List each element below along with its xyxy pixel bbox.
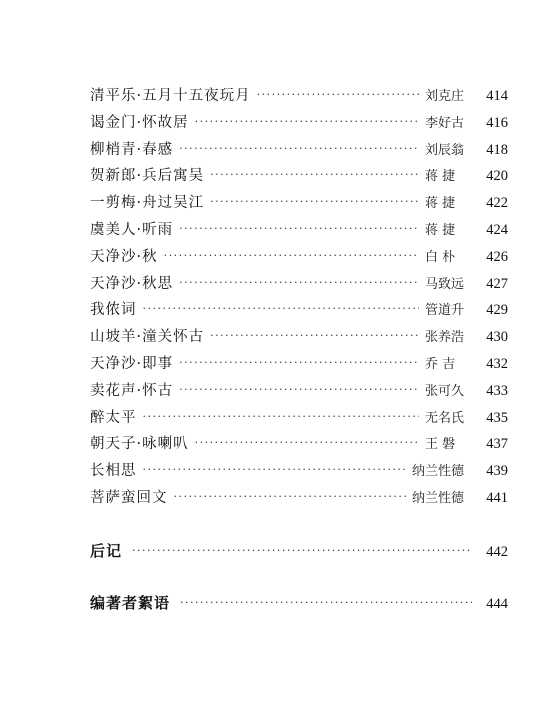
entry-author: 蒋 捷	[425, 222, 456, 238]
leader-dots	[210, 168, 419, 181]
leader-dots	[143, 410, 420, 423]
leader-dots	[210, 329, 419, 342]
entry-author: 白 朴	[425, 249, 456, 265]
entry-title: 清平乐·五月十五夜玩月	[90, 88, 251, 104]
toc-entry[interactable]	[90, 164, 508, 191]
entry-title: 虞美人·听雨	[90, 221, 174, 238]
leader-dots	[132, 544, 472, 557]
leader-dots	[174, 490, 407, 503]
toc-entry[interactable]	[90, 272, 508, 299]
entry-title: 柳梢青·春感	[90, 141, 174, 158]
entry-author: 无名氏	[425, 410, 465, 426]
toc-entry[interactable]	[90, 138, 508, 165]
entry-author: 蒋 捷	[425, 169, 456, 185]
entry-page: 433	[486, 382, 508, 399]
entry-page: 414	[486, 88, 508, 104]
leader-dots	[210, 195, 419, 208]
entry-page: 424	[486, 221, 508, 238]
leader-dots	[180, 596, 472, 609]
toc-list	[90, 84, 508, 513]
leader-dots	[179, 276, 419, 289]
entry-title: 一剪梅·舟过吴江	[90, 195, 205, 212]
leader-dots	[179, 383, 419, 396]
entry-page: 441	[486, 489, 508, 506]
entry-page: 418	[486, 141, 508, 158]
editor-note-title: 编著者絮语	[90, 594, 171, 612]
entry-page: 420	[486, 168, 508, 185]
leader-dots	[143, 302, 420, 315]
afterword-title: 后记	[90, 542, 123, 560]
entry-title: 贺新郎·兵后寓吴	[90, 168, 205, 185]
entry-author: 刘辰翁	[425, 142, 465, 158]
toc-entry-afterword[interactable]	[90, 540, 508, 561]
entry-page: 422	[486, 195, 508, 212]
entry-title: 醉太平	[90, 409, 137, 426]
entry-author: 张养浩	[425, 330, 465, 346]
editor-note-page: 444	[486, 596, 508, 612]
leader-dots	[195, 436, 419, 449]
entry-page: 416	[486, 114, 508, 131]
entry-author: 刘克庄	[425, 89, 465, 104]
toc-entry[interactable]	[90, 379, 508, 406]
entry-author: 乔 吉	[425, 356, 456, 372]
toc-entry[interactable]	[90, 406, 508, 433]
toc-entry[interactable]	[90, 459, 508, 486]
afterword-page: 442	[486, 544, 508, 560]
leader-dots	[195, 115, 419, 128]
leader-dots	[164, 249, 419, 262]
entry-title: 长相思	[90, 463, 137, 480]
entry-title: 卖花声·怀古	[90, 382, 174, 399]
leader-dots	[257, 88, 419, 101]
toc-entry[interactable]	[90, 352, 508, 379]
toc-entry[interactable]	[90, 218, 508, 245]
toc-entry[interactable]	[90, 325, 508, 352]
entry-page: 432	[486, 355, 508, 372]
entry-page: 439	[486, 463, 508, 480]
entry-page: 429	[486, 302, 508, 319]
toc-entry[interactable]	[90, 298, 508, 325]
entry-page: 430	[486, 329, 508, 346]
entry-page: 435	[486, 409, 508, 426]
entry-page: 427	[486, 275, 508, 292]
leader-dots	[143, 463, 407, 476]
entry-title: 天净沙·秋思	[90, 275, 174, 292]
entry-author: 管道升	[425, 303, 465, 319]
entry-author: 李好古	[425, 115, 465, 131]
entry-title: 我侬词	[90, 302, 137, 319]
leader-dots	[179, 222, 419, 235]
entry-page: 437	[486, 436, 508, 453]
toc-entry[interactable]	[90, 191, 508, 218]
toc-entry[interactable]	[90, 245, 508, 272]
toc-entry[interactable]	[90, 486, 508, 513]
entry-title: 朝天子·咏喇叭	[90, 436, 189, 453]
entry-author: 马致远	[425, 276, 465, 292]
entry-title: 天净沙·秋	[90, 248, 158, 265]
entry-title: 谒金门·怀故居	[90, 114, 189, 131]
entry-author: 纳兰性德	[412, 490, 465, 506]
entry-page: 426	[486, 248, 508, 265]
entry-author: 王 磐	[425, 437, 456, 453]
toc-entry[interactable]	[90, 111, 508, 138]
entry-title: 天净沙·即事	[90, 355, 174, 372]
entry-title: 山坡羊·潼关怀古	[90, 329, 205, 346]
entry-author: 张可久	[425, 383, 465, 399]
entry-author: 纳兰性德	[412, 464, 465, 480]
toc-entry[interactable]	[90, 84, 508, 111]
entry-title: 菩萨蛮回文	[90, 489, 168, 506]
toc-entry[interactable]	[90, 432, 508, 459]
leader-dots	[179, 356, 419, 369]
leader-dots	[179, 142, 419, 155]
entry-author: 蒋 捷	[425, 196, 456, 212]
toc-entry-editor-note[interactable]	[90, 592, 508, 613]
